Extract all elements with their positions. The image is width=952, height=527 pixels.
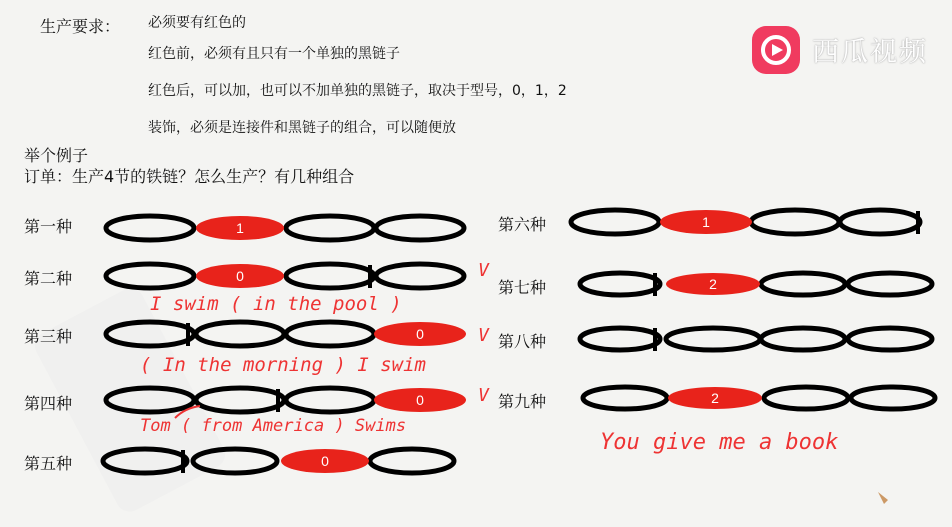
black-link xyxy=(376,216,464,240)
requirement-line: 红色后，可以加，也可以不加单独的黑链子，取决于型号，0，1，2 xyxy=(148,83,567,99)
black-link xyxy=(761,273,845,295)
row-label: 第九种 xyxy=(498,392,547,411)
black-link xyxy=(286,216,374,240)
handwritten-sentence: Tom ( from America ) Swims xyxy=(140,416,407,436)
black-link xyxy=(571,210,659,234)
black-link xyxy=(751,210,839,234)
black-link xyxy=(666,328,760,350)
black-link xyxy=(583,387,667,409)
black-link xyxy=(106,322,194,346)
requirement-line: 必须要有红色的 xyxy=(148,15,246,31)
check-mark: V xyxy=(478,385,489,406)
row-label: 第六种 xyxy=(498,215,547,234)
black-link xyxy=(196,388,284,412)
black-link xyxy=(286,388,374,412)
black-link xyxy=(286,322,374,346)
requirements-label: 生产要求： xyxy=(40,17,121,36)
red-link-number: 1 xyxy=(702,214,710,230)
row-label: 第八种 xyxy=(498,332,547,351)
red-link-number: 1 xyxy=(236,220,244,236)
red-link-number: 0 xyxy=(321,453,329,469)
check-mark: V xyxy=(478,260,489,281)
black-link xyxy=(848,273,932,295)
red-link-number: 0 xyxy=(236,268,244,284)
row-label: 第二种 xyxy=(24,269,73,288)
black-link xyxy=(106,216,194,240)
handwritten-sentence: ( In the morning ) I swim xyxy=(140,354,426,376)
black-link xyxy=(761,328,845,350)
pencil-cursor-icon xyxy=(878,492,888,504)
handwritten-sentence: You give me a book xyxy=(600,430,839,455)
black-link xyxy=(851,387,935,409)
black-link xyxy=(580,328,660,350)
black-link xyxy=(193,449,277,473)
black-link xyxy=(764,387,848,409)
check-mark: V xyxy=(478,325,489,346)
black-link xyxy=(370,449,454,473)
handwritten-sentence: I swim ( in the pool ) xyxy=(150,293,402,315)
row-label: 第四种 xyxy=(24,394,73,413)
black-link xyxy=(840,210,920,234)
black-link xyxy=(106,388,194,412)
black-link xyxy=(580,273,660,295)
black-link xyxy=(106,264,194,288)
row-label: 第七种 xyxy=(498,278,547,297)
red-link-number: 0 xyxy=(416,326,424,342)
logo-text: 西瓜视频 xyxy=(812,37,928,68)
red-link-number: 2 xyxy=(711,390,719,406)
red-link-number: 0 xyxy=(416,392,424,408)
row-label: 第三种 xyxy=(24,327,73,346)
row-label: 第五种 xyxy=(24,454,73,473)
row-label: 第一种 xyxy=(24,217,73,236)
requirement-line: 装饰，必须是连接件和黑链子的组合，可以随便放 xyxy=(148,120,456,136)
requirement-line: 红色前，必须有且只有一个单独的黑链子 xyxy=(148,46,400,62)
example-title: 举个例子 xyxy=(24,146,89,165)
order-text: 订单：生产4节的铁链？怎么生产？有几种组合 xyxy=(24,167,355,186)
black-link xyxy=(376,264,464,288)
red-link-number: 2 xyxy=(709,276,717,292)
black-link xyxy=(196,322,284,346)
black-link xyxy=(848,328,932,350)
black-link xyxy=(286,264,374,288)
black-link xyxy=(103,449,187,473)
